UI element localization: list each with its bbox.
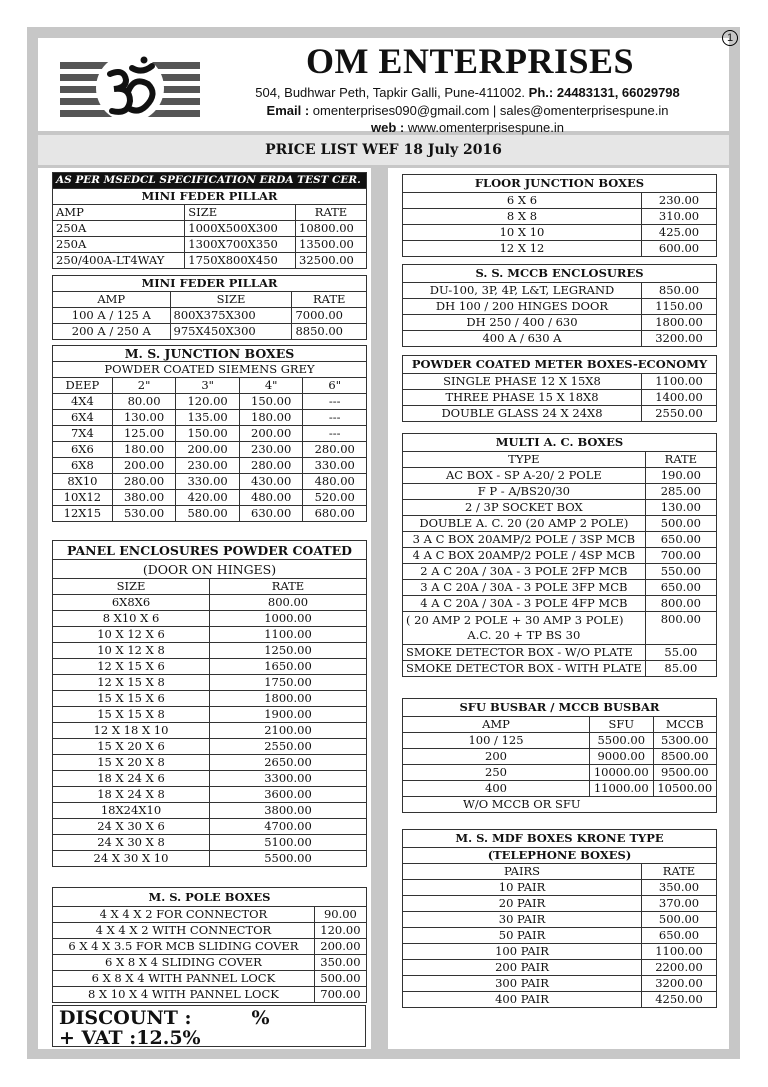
header-cell: AMP [53,292,171,308]
table-cell: 2 A C 20A / 30A - 3 POLE 2FP MCB [403,564,646,580]
table-cell: 630.00 [239,506,303,522]
table-cell: 4 X 4 X 2 FOR CONNECTOR [53,907,315,923]
table-cell: 2100.00 [210,723,367,739]
table-cell: 8 X 10 X 4 WITH PANNEL LOCK [53,987,315,1003]
header-cell: DEEP [53,378,113,394]
vat-label: + VAT :12.5% [59,1027,201,1049]
table-cell: 300 PAIR [403,976,642,992]
table-cell: 200.00 [176,442,240,458]
table-cell: 330.00 [303,458,367,474]
table-cell: 9000.00 [590,749,654,765]
table-cell: 200.00 [314,939,366,955]
multi-ac-table [402,433,717,677]
table-cell: THREE PHASE 15 X 18X8 [403,390,642,406]
table-cell: 6X8 [53,458,113,474]
table-cell: 3300.00 [210,771,367,787]
table-cell: 85.00 [645,661,716,677]
table-cell: 32500.00 [296,253,367,269]
mdf-boxes-table [402,829,717,1008]
table-cell: 1800.00 [642,315,717,331]
table-cell: 10 X 10 [403,225,642,241]
table-cell: 190.00 [645,468,716,484]
floor-junction-table [402,174,717,257]
table-cell: SMOKE DETECTOR BOX - W/O PLATE [403,645,646,661]
table-title: PANEL ENCLOSURES POWDER COATED [53,541,367,560]
header-cell: SIZE [53,579,210,595]
table-cell: 1900.00 [210,707,367,723]
header-cell: RATE [210,579,367,595]
table-cell: 180.00 [239,410,303,426]
table-cell: 1250.00 [210,643,367,659]
table-cell: 12 X 15 X 8 [53,675,210,691]
table-cell: 2 / 3P SOCKET BOX [403,500,646,516]
table-cell: 100 PAIR [403,944,642,960]
table-cell: 6 X 6 [403,193,642,209]
table-cell: 50 PAIR [403,928,642,944]
table-cell: 90.00 [314,907,366,923]
email-line [215,103,720,118]
table-cell: 55.00 [645,645,716,661]
table-cell: 650.00 [645,580,716,596]
table-cell: 12 X 18 X 10 [53,723,210,739]
table-cell: 285.00 [645,484,716,500]
table-cell: 24 X 30 X 6 [53,819,210,835]
table-cell: 10 PAIR [403,880,642,896]
combo-cell [403,612,646,645]
table-cell: 3 A C BOX 20AMP/2 POLE / 3SP MCB [403,532,646,548]
table-cell: 125.00 [112,426,176,442]
table-cell: 7000.00 [292,308,367,324]
table-cell: 18X24X10 [53,803,210,819]
table-subtitle: (TELEPHONE BOXES) [403,848,717,864]
table-cell: 1750.00 [210,675,367,691]
table-cell: 480.00 [303,474,367,490]
table-cell: 100 / 125 [403,733,590,749]
table-title: POWDER COATED METER BOXES-ECONOMY [403,356,717,374]
table-cell: F P - A/BS20/30 [403,484,646,500]
header-cell: 3" [176,378,240,394]
pole-boxes-table [52,887,367,1003]
table-cell: 800.00 [210,595,367,611]
header-cell: SIZE [170,292,292,308]
table-cell: AC BOX - SP A-20/ 2 POLE [403,468,646,484]
table-cell: 10 X 12 X 8 [53,643,210,659]
table-cell: 1800.00 [210,691,367,707]
table-cell: 13500.00 [296,237,367,253]
web-label: web : [371,120,405,135]
table-cell: 30 PAIR [403,912,642,928]
table-cell: 700.00 [314,987,366,1003]
combo-line-2: A.C. 20 + TP BS 30 [467,628,581,642]
table-cell: DH 250 / 400 / 630 [403,315,642,331]
table-cell: 370.00 [642,896,717,912]
table-cell: 15 X 20 X 6 [53,739,210,755]
table-cell: 1100.00 [210,627,367,643]
table-cell: 3600.00 [210,787,367,803]
table-cell: 600.00 [642,241,717,257]
table-cell: 230.00 [176,458,240,474]
table-cell: 6X8X6 [53,595,210,611]
table-cell: 120.00 [176,394,240,410]
table-cell: 2550.00 [210,739,367,755]
table-cell: 5500.00 [210,851,367,867]
table-cell: 8X10 [53,474,113,490]
table-title: M. S. POLE BOXES [53,888,367,907]
table-cell: 4 A C BOX 20AMP/2 POLE / 4SP MCB [403,548,646,564]
table-cell: 580.00 [176,506,240,522]
table-subtitle: POWDER COATED SIEMENS GREY [53,362,367,378]
table-cell: 8850.00 [292,324,367,340]
table-cell: 480.00 [239,490,303,506]
table-cell: 180.00 [112,442,176,458]
table-cell: 10 X 12 X 6 [53,627,210,643]
table-cell: 130.00 [112,410,176,426]
table-cell: 230.00 [642,193,717,209]
table-title: MULTI A. C. BOXES [403,434,717,452]
table-cell: 3 A C 20A / 30A - 3 POLE 3FP MCB [403,580,646,596]
table-cell: 425.00 [642,225,717,241]
table-footer: W/O MCCB OR SFU [403,797,717,813]
table-cell: 1400.00 [642,390,717,406]
header-cell: SIZE [185,205,296,221]
table-cell: 6 X 4 X 3.5 FOR MCB SLIDING COVER [53,939,315,955]
table-cell: 15 X 15 X 8 [53,707,210,723]
ss-mccb-table [402,264,717,347]
emails: omenterprises090@gmail.com | sales@omenterprisespune.in [312,103,669,118]
table-cell: 80.00 [112,394,176,410]
table-cell: 550.00 [645,564,716,580]
table-cell: 3200.00 [642,331,717,347]
combo-line-1: ( 20 AMP 2 POLE + 30 AMP 3 POLE) [406,613,624,627]
table-cell: 250/400A-LT4WAY [53,253,185,269]
table-cell: 1100.00 [642,374,717,390]
table-cell: 10X12 [53,490,113,506]
sfu-busbar-table [402,698,717,813]
table-cell: 380.00 [112,490,176,506]
table-cell: SMOKE DETECTOR BOX - WITH PLATE [403,661,646,677]
email-label: Email : [266,103,310,118]
table-cell: 4700.00 [210,819,367,835]
table-cell: 500.00 [642,912,717,928]
page-number: 1 [722,30,738,46]
table-cell: 250A [53,221,185,237]
table-cell: 10000.00 [590,765,654,781]
table-title: MINI FEDER PILLAR [53,276,367,292]
table-cell: 135.00 [176,410,240,426]
table-cell: 5100.00 [210,835,367,851]
table-cell: --- [303,394,367,410]
table-cell: 15 X 20 X 8 [53,755,210,771]
table-cell: 6 X 8 X 4 WITH PANNEL LOCK [53,971,315,987]
table-cell: 130.00 [645,500,716,516]
table-title: M. S. MDF BOXES KRONE TYPE [403,830,717,848]
header-cell: RATE [296,205,367,221]
table-cell: 1650.00 [210,659,367,675]
table-cell: 120.00 [314,923,366,939]
table-cell: 150.00 [239,394,303,410]
table-cell: 15 X 15 X 6 [53,691,210,707]
table-cell: 8 X 8 [403,209,642,225]
table-cell: 230.00 [239,442,303,458]
table-cell: 18 X 24 X 6 [53,771,210,787]
table-cell: 5500.00 [590,733,654,749]
meter-boxes-table [402,355,717,422]
table-cell: 150.00 [176,426,240,442]
table-title: SFU BUSBAR / MCCB BUSBAR [403,699,717,717]
table-title: FLOOR JUNCTION BOXES [403,175,717,193]
table-cell: --- [303,426,367,442]
table-cell: 200.00 [112,458,176,474]
table-cell: 680.00 [303,506,367,522]
discount-label: DISCOUNT : [59,1007,192,1029]
table-cell: 1300X700X350 [185,237,296,253]
table-cell: 1000X500X300 [185,221,296,237]
table-cell: 800.00 [645,612,716,645]
table-cell: 420.00 [176,490,240,506]
table-cell: 7X4 [53,426,113,442]
table-cell: 6X6 [53,442,113,458]
table-title: MINI FEDER PILLAR [53,189,367,205]
table-cell: 500.00 [314,971,366,987]
table-cell: 4 X 4 X 2 WITH CONNECTOR [53,923,315,939]
table-cell: 200 PAIR [403,960,642,976]
table-cell: 3200.00 [642,976,717,992]
table-cell: 4 A C 20A / 30A - 3 POLE 4FP MCB [403,596,646,612]
table-title: S. S. MCCB ENCLOSURES [403,265,717,283]
table-cell: DOUBLE GLASS 24 X 24X8 [403,406,642,422]
table-cell: 2550.00 [642,406,717,422]
address: 504, Budhwar Peth, Tapkir Galli, Pune-411002. [255,85,526,100]
header-cell: AMP [403,717,590,733]
table-cell: 3800.00 [210,803,367,819]
header-cell: 4" [239,378,303,394]
header-cell: PAIRS [403,864,642,880]
table-cell: 200.00 [239,426,303,442]
om-logo-icon [60,52,200,122]
company-name: OM ENTERPRISES [305,41,635,81]
table-cell: 1000.00 [210,611,367,627]
table-cell: 700.00 [645,548,716,564]
phone: 24483131, 66029798 [556,85,680,100]
header-cell: RATE [642,864,717,880]
table-cell: 975X450X300 [170,324,292,340]
table-cell: 9500.00 [653,765,717,781]
table-cell: 1750X800X450 [185,253,296,269]
table-cell: 4250.00 [642,992,717,1008]
table-cell: 10800.00 [296,221,367,237]
address-line [215,85,720,100]
table-cell: 11000.00 [590,781,654,797]
table-cell: 250A [53,237,185,253]
table-cell: 280.00 [112,474,176,490]
table-cell: 280.00 [239,458,303,474]
table-cell: 6X4 [53,410,113,426]
table-cell: SINGLE PHASE 12 X 15X8 [403,374,642,390]
header-cell: MCCB [653,717,717,733]
table-cell: 430.00 [239,474,303,490]
table-title: M. S. JUNCTION BOXES [53,346,367,362]
table-cell: 100 A / 125 A [53,308,171,324]
table-cell: 1100.00 [642,944,717,960]
discount-box [52,1005,366,1047]
table-cell: 650.00 [645,532,716,548]
table-cell: 8500.00 [653,749,717,765]
table-cell: 6 X 8 X 4 SLIDING COVER [53,955,315,971]
mini-feder-table-2 [52,275,367,340]
table-cell: 280.00 [303,442,367,458]
table-cell: 2200.00 [642,960,717,976]
phone-label: Ph.: [528,85,554,100]
web-url: www.omenterprisespune.in [407,120,564,135]
mini-feder-table-1 [52,172,367,269]
table-cell: 520.00 [303,490,367,506]
table-cell: 1150.00 [642,299,717,315]
table-cell: 800.00 [645,596,716,612]
table-cell: 8 X10 X 6 [53,611,210,627]
table-cell: 10500.00 [653,781,717,797]
table-cell: 500.00 [645,516,716,532]
table-cell: 350.00 [642,880,717,896]
table-cell: 20 PAIR [403,896,642,912]
table-cell: 18 X 24 X 8 [53,787,210,803]
ms-junction-table [52,345,367,522]
table-cell: 330.00 [176,474,240,490]
price-list-title: PRICE LIST WEF 18 July 2016 [265,142,502,158]
table-cell: 12 X 15 X 6 [53,659,210,675]
table-cell: 4X4 [53,394,113,410]
table-cell: 530.00 [112,506,176,522]
spec-banner: AS PER MSEDCL SPECIFICATION ERDA TEST CER. [53,173,367,189]
table-cell: --- [303,410,367,426]
table-cell: DU-100, 3P, 4P, L&T, LEGRAND [403,283,642,299]
table-cell: 200 A / 250 A [53,324,171,340]
table-cell: 250 [403,765,590,781]
header-cell: 2" [112,378,176,394]
header-cell: SFU [590,717,654,733]
table-cell: 24 X 30 X 10 [53,851,210,867]
table-cell: 2650.00 [210,755,367,771]
table-cell: 800X375X300 [170,308,292,324]
table-cell: 24 X 30 X 8 [53,835,210,851]
header-cell: TYPE [403,452,646,468]
table-cell: 850.00 [642,283,717,299]
web-line [215,120,720,135]
table-cell: 310.00 [642,209,717,225]
table-cell: 400 PAIR [403,992,642,1008]
table-cell: DOUBLE A. C. 20 (20 AMP 2 POLE) [403,516,646,532]
table-cell: 12X15 [53,506,113,522]
table-cell: 650.00 [642,928,717,944]
table-cell: 5300.00 [653,733,717,749]
header-cell: 6" [303,378,367,394]
table-cell: 400 [403,781,590,797]
header-cell: AMP [53,205,185,221]
header-cell: RATE [645,452,716,468]
table-cell: 400 A / 630 A [403,331,642,347]
table-cell: 200 [403,749,590,765]
table-cell: 350.00 [314,955,366,971]
header-cell: RATE [292,292,367,308]
discount-percent: % [251,1007,270,1029]
table-cell: DH 100 / 200 HINGES DOOR [403,299,642,315]
table-subtitle: (DOOR ON HINGES) [53,560,367,579]
table-cell: 12 X 12 [403,241,642,257]
panel-enclosures-table [52,540,367,867]
